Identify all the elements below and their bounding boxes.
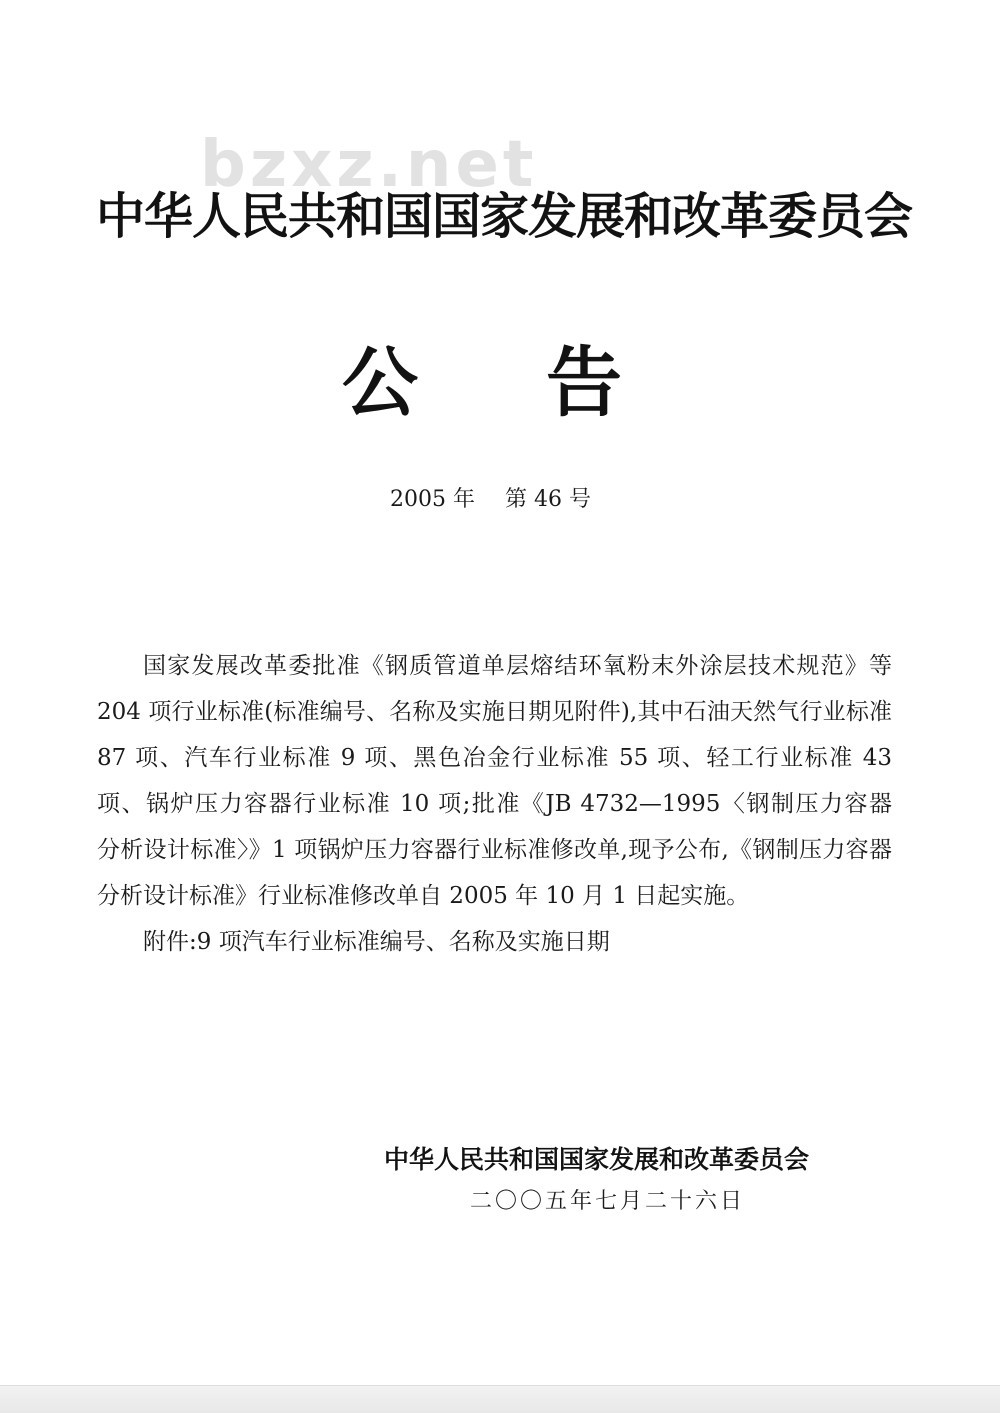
- signature-date: 二〇〇五年七月二十六日: [470, 1189, 746, 1214]
- attachment-line: 附件:9 项汽车行业标准编号、名称及实施日期: [143, 929, 610, 955]
- issue-year: 2005 年: [390, 487, 475, 512]
- body-paragraph: 国家发展改革委批准《钢质管道单层熔结环氧粉末外涂层技术规范》等 204 项行业标准(标准编号、名称及实施日期见附件),其中石油天然气行业标准 87 项、汽车行业标准 9 项、黑色冶金行业标准 55 项、轻工行业标准 43 项、锅炉压力容器行业标准 10 项;批准《JB 4732—1995〈钢制压力容器 分析设计标准〉》1 项锅炉压力容器行业标准修改单,现予公布,《钢制压力容器 分析设计标准》行业标准修改单自 2005 年 10 月 1 日起实施。: [97, 653, 915, 909]
- viewer-bottom-strip: [0, 1385, 1000, 1413]
- watermark: bzxz.net: [200, 128, 538, 202]
- notice-body: [97, 643, 915, 965]
- issue-sequence: 第 46 号: [504, 487, 591, 512]
- signature-organization: 中华人民共和国国家发展和改革委员会: [384, 1145, 810, 1174]
- notice-title: 公告: [342, 338, 750, 427]
- issuer-title: 中华人民共和国国家发展和改革委员会: [96, 188, 913, 245]
- issue-number: [390, 482, 591, 513]
